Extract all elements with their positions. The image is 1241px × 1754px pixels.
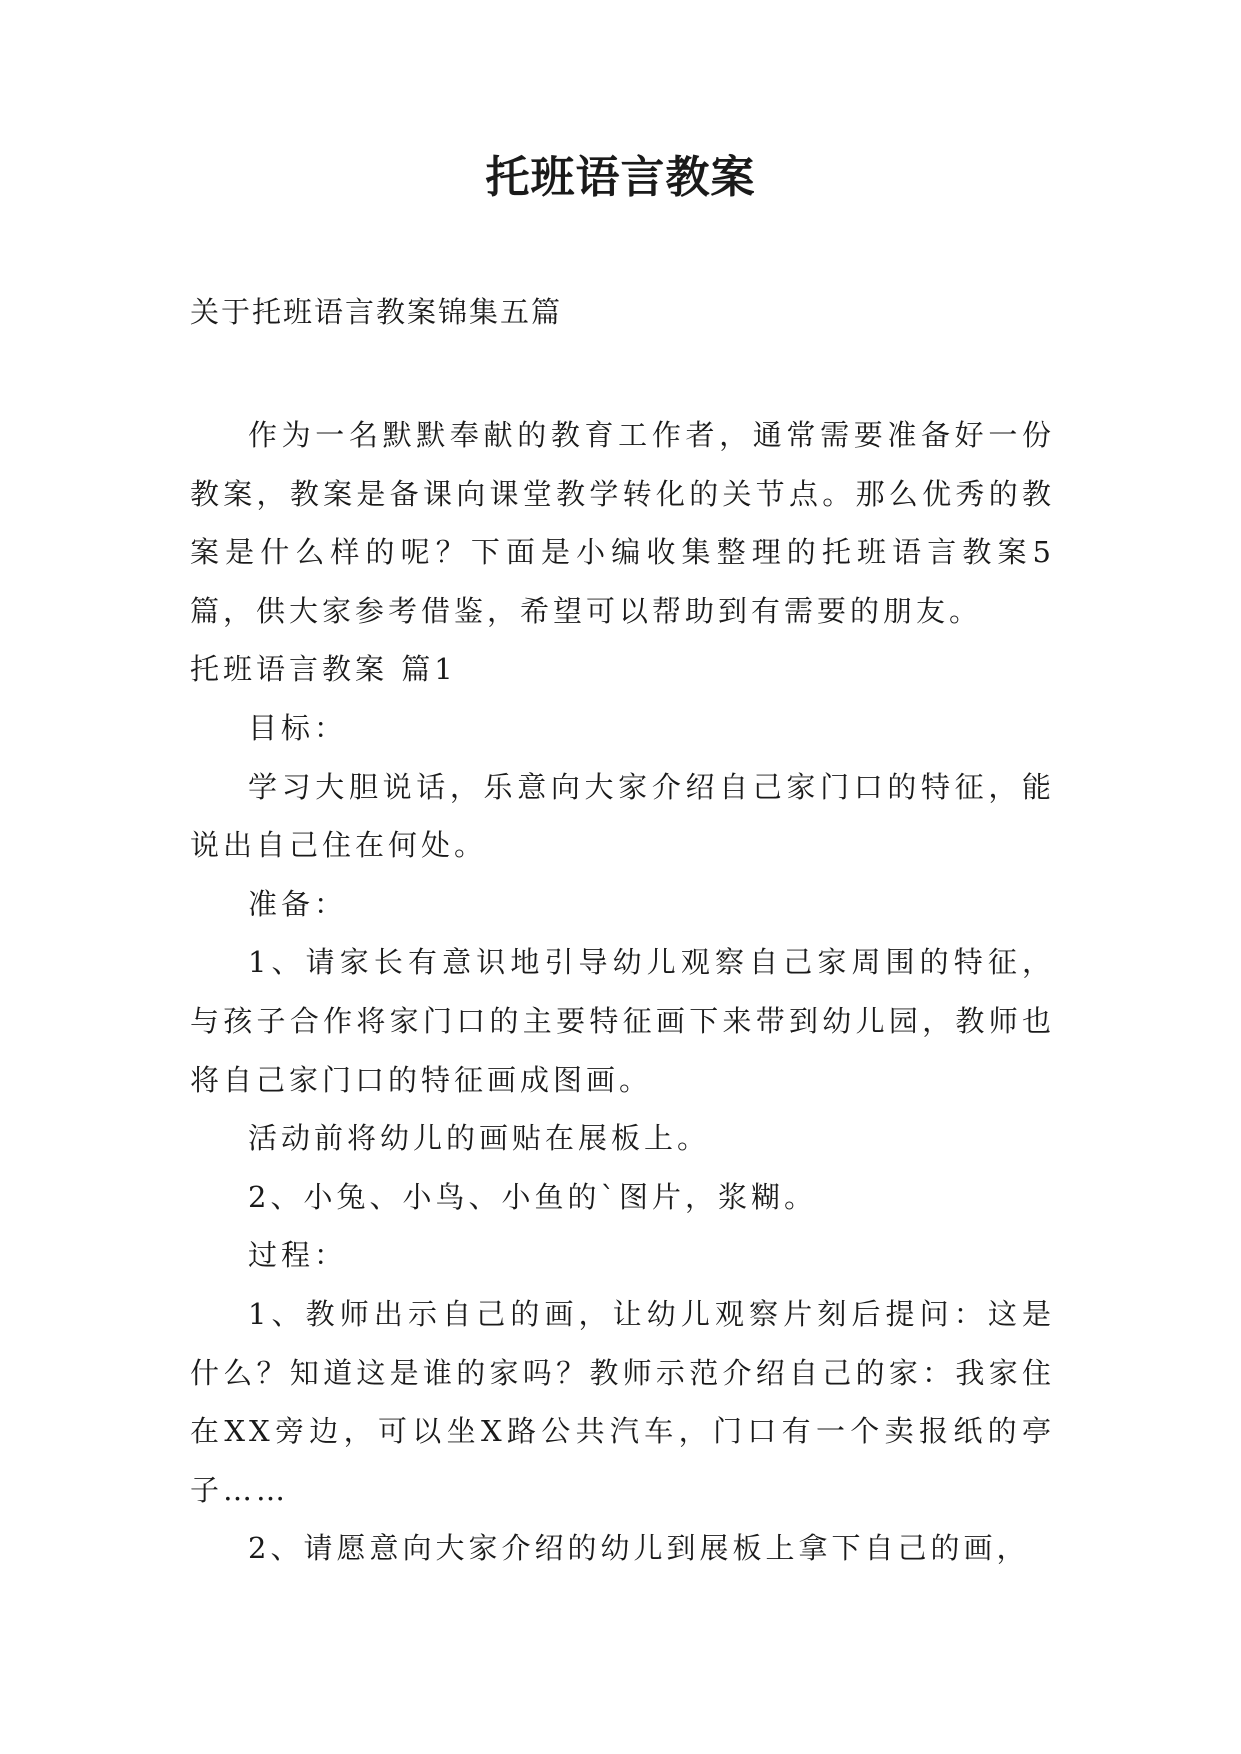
paragraph-intro: 作为一名默默奉献的教育工作者，通常需要准备好一份教案，教案是备课向课堂教学转化的关节点。那么优秀的教案是什么样的呢？下面是小编收集整理的托班语言教案5篇，供大家参考借鉴，希望可以帮助到有需要的朋友。 [190,418,1055,628]
paragraph: 2、请愿意向大家介绍的幼儿到展板上拿下自己的画， [248,1531,1030,1566]
paragraph: 准备： [248,886,348,921]
paragraph: 活动前将幼儿的画贴在展板上。 [248,1121,711,1156]
paragraph: 2、小兔、小鸟、小鱼的`图片，浆糊。 [248,1179,817,1214]
paragraph: 目标： [248,710,348,745]
paragraph: 1、教师出示自己的画，让幼儿观察片刻后提问：这是什么？知道这是谁的家吗？教师示范介绍自己的家：我家住在XX旁边，可以坐X路公共汽车，门口有一个卖报纸的亭子…… [190,1296,1055,1507]
document-body [190,406,1055,1578]
document-subtitle: 关于托班语言教案锦集五篇 [190,295,563,329]
paragraph: 过程： [248,1238,348,1273]
paragraph: 学习大胆说话，乐意向大家介绍自己家门口的特征，能说出自己住在何处。 [190,769,1055,863]
section-heading: 托班语言教案 篇1 [190,652,457,687]
paragraph: 1、请家长有意识地引导幼儿观察自己家周围的特征，与孩子合作将家门口的主要特征画下来带到幼儿园，教师也将自己家门口的特征画成图画。 [190,945,1055,1097]
document-title: 托班语言教案 [485,152,756,203]
